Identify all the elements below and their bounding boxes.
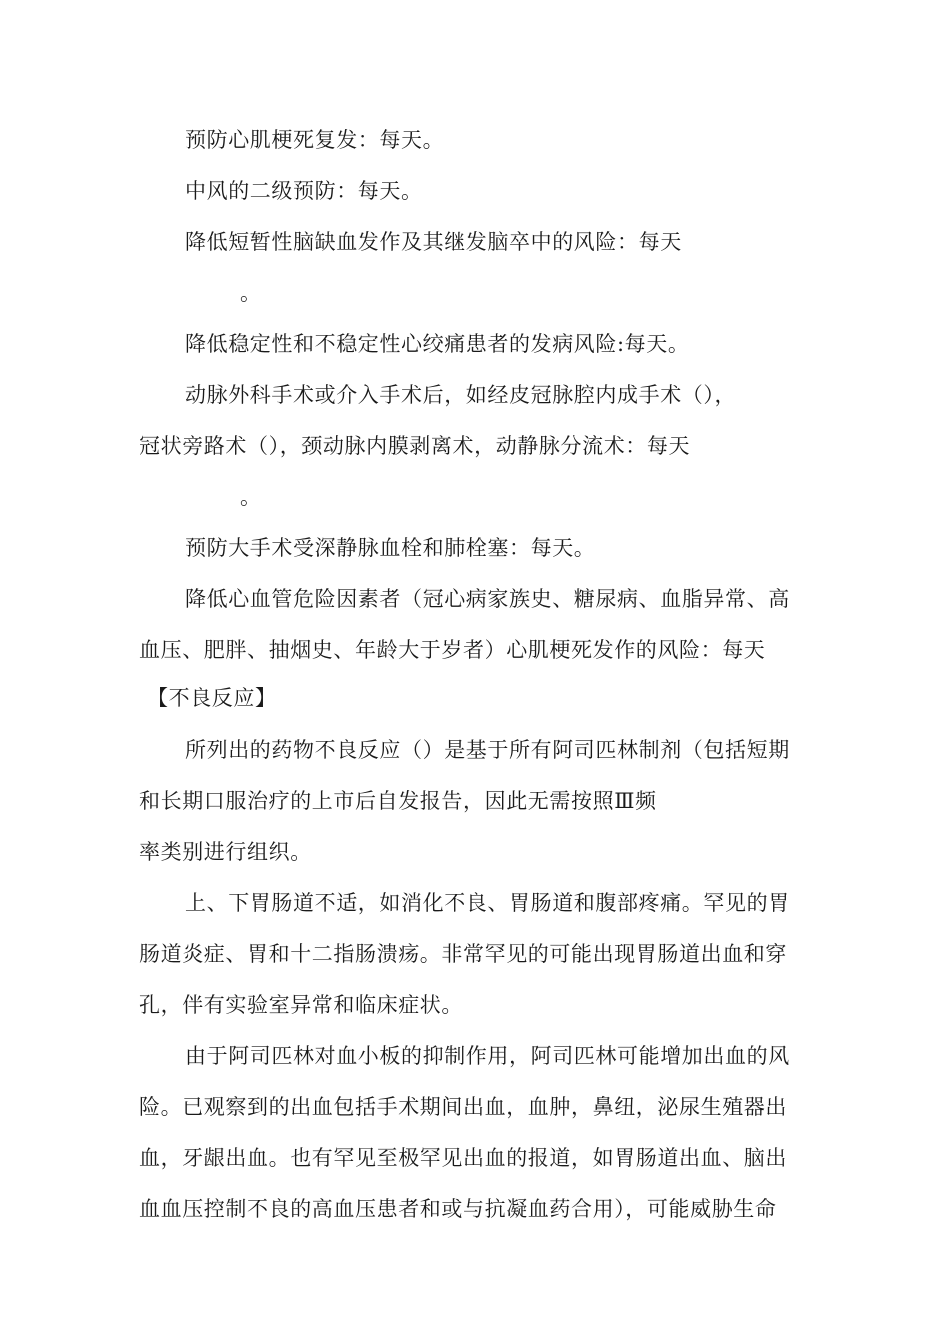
- text-line-20: 险。已观察到的出血包括手术期间出血，血肿，鼻纽，泌尿生殖器出: [139, 1095, 787, 1119]
- text-line-4: 。: [240, 281, 262, 305]
- text-line-14: 和长期口服治疗的上市后自发报告，因此无需按照Ⅲ频: [139, 789, 657, 813]
- text-line-5: 降低稳定性和不稳定性心绞痛患者的发病风险:每天。: [185, 332, 690, 356]
- text-line-22: 血血压控制不良的高血压患者和或与抗凝血药合用），可能威胁生命: [139, 1197, 777, 1221]
- text-line-15: 率类别进行组织。: [139, 840, 312, 864]
- text-line-3: 降低短暂性脑缺血发作及其继发脑卒中的风险：每天: [185, 230, 682, 254]
- text-line-7: 冠状旁路术（），颈动脉内膜剥离术，动静脉分流术：每天: [139, 434, 691, 458]
- text-line-8: 。: [240, 485, 262, 509]
- text-line-9: 预防大手术受深静脉血栓和肺栓塞：每天。: [185, 536, 596, 560]
- text-line-17: 肠道炎症、胃和十二指肠溃疡。非常罕见的可能出现胃肠道出血和穿: [139, 942, 787, 966]
- text-line-10: 降低心血管危险因素者（冠心病家族史、糖尿病、血脂异常、高: [185, 587, 790, 611]
- text-line-13: 所列出的药物不良反应（）是基于所有阿司匹林制剂（包括短期: [185, 738, 790, 762]
- text-line-2: 中风的二级预防：每天。: [185, 179, 423, 203]
- text-line-11: 血压、肥胖、抽烟史、年龄大于岁者）心肌梗死发作的风险：每天: [139, 638, 766, 662]
- text-line-18: 孔，伴有实验室异常和临床症状。: [139, 993, 463, 1017]
- text-line-6: 动脉外科手术或介入手术后，如经皮冠脉腔内成手术（），: [185, 383, 737, 407]
- text-line-19: 由于阿司匹林对血小板的抑制作用，阿司匹林可能增加出血的风: [185, 1044, 790, 1068]
- text-line-21: 血，牙龈出血。也有罕见至极罕见出血的报道，如胃肠道出血、脑出: [139, 1146, 787, 1170]
- text-line-1: 预防心肌梗死复发：每天。: [185, 128, 445, 152]
- text-line-16: 上、下胃肠道不适，如消化不良、胃肠道和腹部疼痛。罕见的胃: [185, 891, 790, 915]
- section-heading-adverse-reactions: 【不良反应】: [147, 686, 277, 710]
